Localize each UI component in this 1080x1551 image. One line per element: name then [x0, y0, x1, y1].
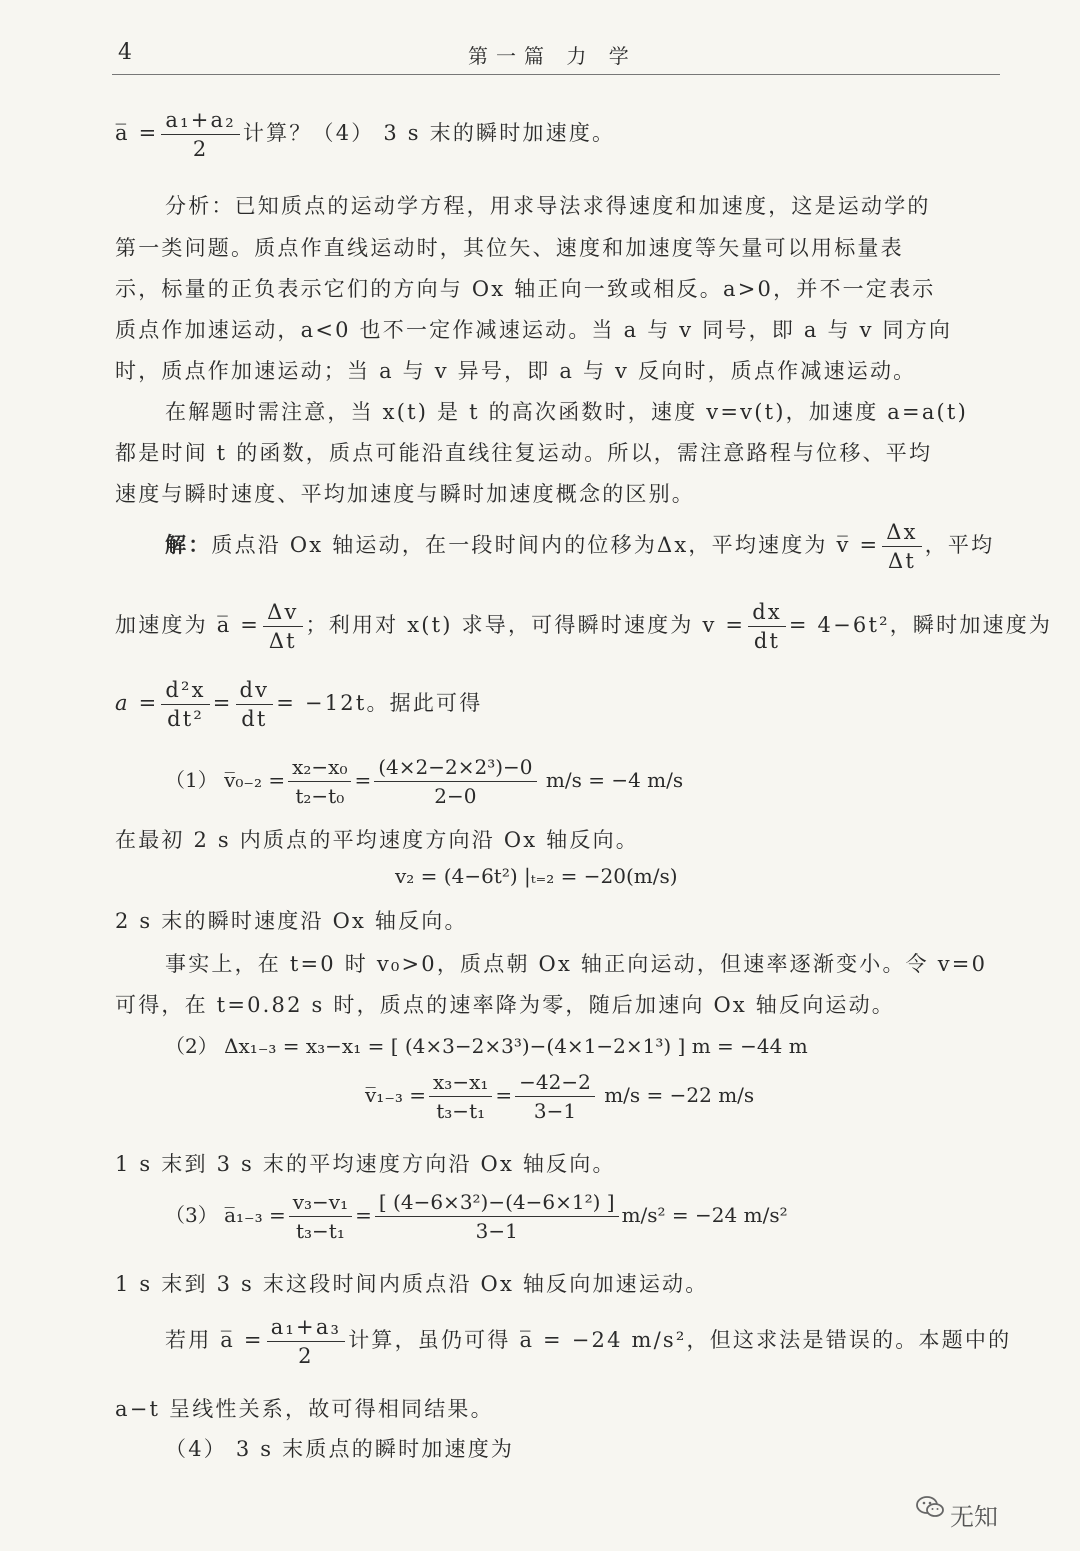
text-line: a̅ = $\frac{\text{a₁+a₂}}{2}$ 计算？（4） 3 s 末的瞬时加速度。 — [115, 108, 616, 161]
text-line: 1 s 末到 3 s 末这段时间内质点沿 Ox 轴反向加速运动。 — [115, 1272, 709, 1296]
equation: v₂ = (4−6t²) |ₜ₌₂ = −20(m/s) — [395, 864, 678, 888]
header-rule — [112, 74, 1000, 75]
text-line: 速度与瞬时速度、平均加速度与瞬时加速度概念的区别。 — [115, 482, 695, 506]
text-line: 2 s 末的瞬时速度沿 Ox 轴反向。 — [115, 909, 468, 933]
text-line: 分析：已知质点的运动学方程，用求导法求得速度和加速度，这是运动学的 — [165, 194, 931, 218]
fraction: $\frac{\text{(4×2−2×2³)−0}}{2-0}$ — [374, 755, 536, 808]
fraction: $\frac{\text{[ (4−6×3²)−(4−6×1²) ]}}{3-1}$ — [375, 1190, 619, 1243]
fraction: $\frac{\text{x₂−x₀}}{\text{t₂−t₀}}$ — [288, 755, 351, 808]
fraction: $\frac{\Delta x}{\Delta t}$ — [882, 520, 921, 573]
fraction: $\frac{\text{d²x}}{\text{dt²}}$ — [161, 678, 209, 731]
watermark-text: 无知 — [950, 1503, 998, 1531]
equation: （2） Δx₁₋₃ = x₃−x₁ = [ (4×3−2×3³)−(4×1−2×1³) ] m = −44 m — [165, 1034, 808, 1058]
text-line: （4） 3 s 末质点的瞬时加速度为 — [165, 1437, 515, 1461]
text-line: 1 s 末到 3 s 末的平均速度方向沿 Ox 轴反向。 — [115, 1152, 616, 1176]
text-line: 示，标量的正负表示它们的方向与 Ox 轴正向一致或相反。a>0，并不一定表示 — [115, 277, 936, 301]
text-line: 质点作加速运动，a<0 也不一定作减速运动。当 a 与 v 同号，即 a 与 v 同方向 — [115, 318, 953, 342]
page-number: 4 — [118, 40, 132, 65]
text-line: 事实上，在 t=0 时 v₀>0，质点朝 Ox 轴正向运动，但速率逐渐变小。令 v=0 — [165, 952, 988, 976]
equation: （1） v̅₀₋₂ = $\frac{\text{x₂−x₀}}{\text{t₂−t₀}}$ = $\frac{\text{(4×2−2×2³)−0}}{2-0}$ m/s = −4 m/s — [165, 755, 684, 808]
fraction: $\frac{\text{a₁+a₃}}{2}$ — [267, 1315, 345, 1368]
equation: （3） a̅₁₋₃ = $\frac{\text{v₃−v₁}}{\text{t₃−t₁}}$ = $\frac{\text{[ (4−6×3²)−(4−6×1²) ]}}{3-1}$ m/s² = −24 m/s² — [165, 1190, 788, 1243]
fraction: $\frac{\text{v₃−v₁}}{\text{t₃−t₁}}$ — [289, 1190, 352, 1243]
fraction: $\frac{dx}{dt}$ — [748, 600, 786, 653]
math-symbol: a̅ = — [115, 121, 159, 145]
fraction: $\frac{dv}{dt}$ — [236, 678, 274, 731]
text-line: 在最初 2 s 内质点的平均速度方向沿 Ox 轴反向。 — [115, 828, 639, 852]
running-header: 第一篇 力 学 — [468, 44, 637, 68]
equation: v̅₁₋₃ = $\frac{\text{x₃−x₁}}{\text{t₃−t₁}}$ = $\frac{-42-2}{3-1}$ m/s = −22 m/s — [365, 1070, 755, 1123]
text-line: 时，质点作加速运动；当 a 与 v 异号，即 a 与 v 反向时，质点作减速运动。 — [115, 359, 917, 383]
text-line: a = $\frac{\text{d²x}}{\text{dt²}}$ = $\frac{dv}{dt}$ = −12t。据此可得 — [115, 678, 483, 731]
wechat-icon — [915, 1494, 945, 1524]
text-line: 若用 a̅ = $\frac{\text{a₁+a₃}}{2}$ 计算，虽仍可得 a̅ = −24 m/s²，但这求法是错误的。本题中的 — [165, 1315, 1012, 1368]
text-line: 都是时间 t 的函数，质点可能沿直线往复运动。所以，需注意路程与位移、平均 — [115, 441, 933, 465]
fraction: $\frac{\Delta v}{\Delta t}$ — [263, 600, 302, 653]
text-line: 在解题时需注意，当 x(t) 是 t 的高次函数时，速度 v=v(t)，加速度 a=a(t) — [165, 400, 968, 424]
text-line: 加速度为 a̅ = $\frac{\Delta v}{\Delta t}$ ；利用对 x(t) 求导，可得瞬时速度为 v = $\frac{dx}{dt}$ = 4−6t²，瞬时加速度为 — [115, 600, 1053, 653]
text-line: 可得，在 t=0.82 s 时，质点的速率降为零，随后加速向 Ox 轴反向运动。 — [115, 993, 896, 1017]
text-line: 第一类问题。质点作直线运动时，其位矢、速度和加速度等矢量可以用标量表 — [115, 236, 904, 260]
fraction: $\frac{\text{x₃−x₁}}{\text{t₃−t₁}}$ — [429, 1070, 492, 1123]
text-line: a−t 呈线性关系，故可得相同结果。 — [115, 1397, 494, 1421]
text-line: 解：质点沿 Ox 轴运动，在一段时间内的位移为Δx，平均速度为 v̅ = $\frac{\Delta x}{\Delta t}$ ，平均 — [165, 520, 995, 573]
fraction: $\frac{\text{a₁+a₂}}{2}$ — [161, 108, 239, 161]
fraction: $\frac{-42-2}{3-1}$ — [515, 1070, 595, 1123]
